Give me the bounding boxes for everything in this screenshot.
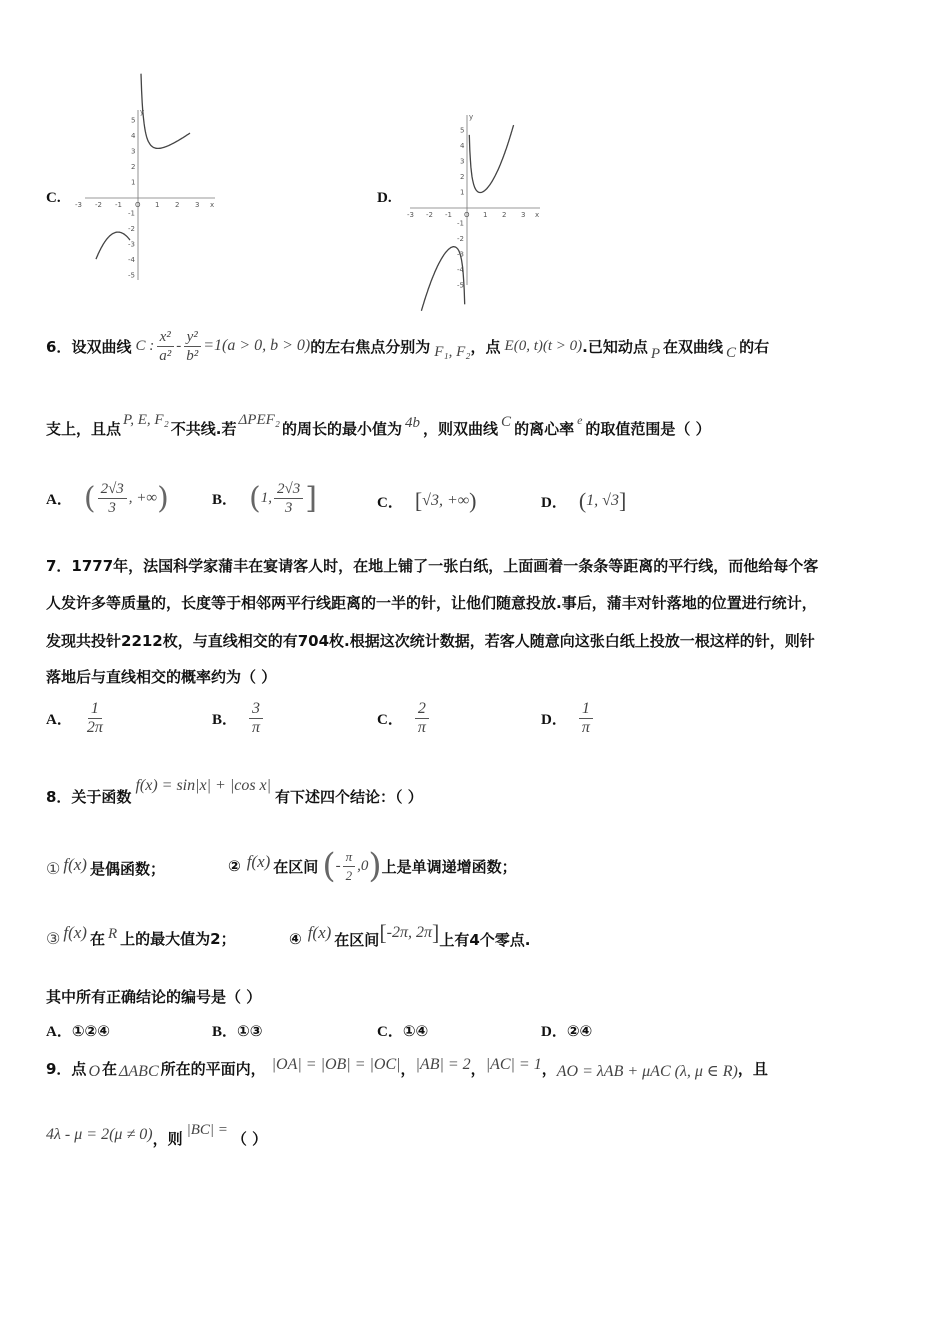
q8-s3-text-2: 上的最大值为2； (120, 930, 236, 948)
q9-comma-2: ， (470, 1060, 486, 1078)
q7-option-a-frac: $\frac{1}{2\pi}$ (86, 700, 103, 736)
q8-option-c-text: ①④ (402, 1022, 429, 1040)
q7-option-c[interactable] (377, 700, 431, 737)
q8-statement-3 (46, 922, 236, 949)
q8-statement-4: ④ f(x) 在区间 [ -2π, 2π ] 上有4个零点. (289, 920, 531, 949)
q8-s4-mark: ④ (289, 930, 302, 948)
q7-option-c-label: C． (377, 712, 403, 728)
q8-option-b[interactable] (212, 1020, 262, 1041)
q6-option-d[interactable]: D． ( 1, √3 ] (541, 488, 627, 513)
q8-s2-frac: $\frac{\pi}{2}$ (343, 848, 356, 885)
q6-option-b-label: B． (212, 491, 238, 508)
q6-option-a-label: A． (46, 491, 72, 508)
q9-triangle: ΔABC (119, 1062, 159, 1080)
q9-comma-1: ， (400, 1060, 416, 1078)
q6-option-d-label: D． (541, 494, 567, 511)
question-9 (46, 1055, 768, 1080)
q9-eq-4: AO = λAB + μAC (λ, μ ∈ R) (556, 1062, 738, 1080)
q8-s1-mark: ① (46, 860, 61, 878)
graph-d-x-axis-label: x (535, 211, 540, 219)
graph-c-y-tick: 1 (131, 178, 136, 187)
q8-s4-text-1: 在区间 (334, 930, 380, 949)
q7-option-d-label: D． (541, 712, 567, 728)
q8-s1-f: f(x) (63, 854, 87, 874)
question-8 (46, 777, 423, 806)
q8-statement-2: ② f(x) 在区间 ( - $\frac{\pi}{2}$ ,0 ) 上是单调递增函数； (228, 846, 517, 886)
graph-d-y-tick: 2 (460, 173, 465, 181)
q9-comma-3: ， (541, 1060, 557, 1078)
q7-line-2: 人发许多等质量的，长度等于相邻两平行线距离的一半的针，让他们随意投放.事后，蒲丰对针落地的位置进行统计， (46, 594, 817, 612)
q6-c: C (726, 344, 737, 361)
q6-option-c-text: √3, +∞ (422, 492, 470, 509)
q6-option-c[interactable]: C． [ √3, +∞ ) (377, 488, 477, 513)
graph-c-x-tick: 2 (175, 201, 180, 209)
graph-d-x-tick: -2 (426, 211, 433, 219)
graph-c-x-tick: -3 (75, 201, 82, 209)
q6-text-8: 不共线.若 (170, 419, 237, 438)
q6-minus: - (176, 337, 182, 354)
q6-pef: P, E, F₂ (123, 411, 169, 428)
q6-4b: 4b (405, 414, 421, 431)
q6-text-5: 在双曲线 (663, 337, 724, 356)
graph-d-y-tick: -2 (457, 235, 464, 243)
graph-d-x-tick: 1 (483, 211, 488, 219)
graph-c-y-tick: 4 (131, 132, 136, 140)
q8-s3-text-1: 在 (89, 930, 105, 948)
q6-option-a-frac: $\frac{2√3}{3}$ (98, 480, 127, 517)
graph-d-curve-right (469, 125, 513, 192)
q9-eq-3: |AC| = 1 (485, 1055, 542, 1073)
graph-c-x-tick: 3 (195, 201, 200, 209)
q8-option-c[interactable] (377, 1020, 428, 1041)
graph-c-x-tick: -2 (95, 201, 102, 209)
q8-s1-text: 是偶函数； (89, 860, 165, 878)
graph-d-y-tick: 3 (460, 157, 465, 166)
q8-option-d-label: D． (541, 1024, 567, 1040)
q6-option-b-frac: $\frac{2√3}{3}$ (274, 480, 303, 517)
q8-statement-1 (46, 854, 165, 879)
q6-option-d-text: 1, √3 (586, 492, 619, 509)
q8-func: f(x) = sin|x| + |cos x| (135, 777, 272, 794)
q6-p: P (650, 345, 661, 362)
graph-c-y-axis-label: y (140, 108, 145, 116)
q8-s2-text-1: 在区间 (273, 857, 319, 876)
q8-s3-f: f(x) (63, 922, 87, 942)
q6-eq-lhs: C : (135, 337, 155, 354)
q6-text-2: 的左右焦点分别为 (310, 337, 431, 356)
option-d-label: D. (377, 190, 392, 206)
q9-eq-2: |AB| = 2 (415, 1055, 471, 1073)
q6-text-9: 的周长的最小值为 (282, 419, 403, 438)
q9-text-5: （ ） (231, 1130, 268, 1148)
q6-option-a-tail: , +∞ (128, 489, 158, 506)
graph-d-y-tick: -5 (457, 281, 464, 290)
q6-text-3: ，点 (470, 337, 501, 356)
graph-d-x-tick: 2 (502, 211, 507, 219)
q6-option-b[interactable]: B． ( 1, $\frac{2√3}{3}$ ] (212, 480, 317, 516)
q6-frac-x: $\frac{\text{x²}}{\text{a²}}$ (156, 328, 174, 365)
q8-option-b-text: ①③ (237, 1022, 263, 1040)
q8-s2-text-2: 上是单调递增函数； (381, 857, 517, 876)
q6-text-10: ，则双曲线 (423, 419, 499, 438)
q6-frac-y: $\frac{\text{y²}}{\text{b²}}$ (183, 328, 201, 365)
q6-text-1: 设双曲线 (71, 337, 132, 356)
q8-option-a-text: ①②④ (71, 1022, 110, 1040)
question-9-line-2 (46, 1122, 268, 1149)
q7-option-a[interactable] (46, 700, 108, 737)
q9-text-2: 所在的平面内， (160, 1060, 266, 1078)
graph-d-y-tick: 4 (460, 142, 465, 150)
q9-o: O (88, 1062, 100, 1080)
q7-option-c-frac: $\frac{2}{\pi}$ (415, 700, 429, 737)
q7-option-d-frac: $\frac{1}{\pi}$ (579, 700, 593, 737)
graph-d-x-tick: -1 (445, 211, 452, 219)
q9-text-4: ，则 (152, 1130, 183, 1148)
q8-conclusion: 其中所有正确结论的编号是（ ） (46, 988, 262, 1006)
q8-option-d[interactable] (541, 1020, 592, 1041)
q8-s2-minus: - (335, 857, 341, 874)
q9-eq-5: 4λ - μ = 2(μ ≠ 0) (46, 1125, 153, 1143)
q8-option-b-label: B． (212, 1024, 238, 1040)
graph-d-x-tick: -3 (407, 211, 414, 219)
q7-line-3: 发现共投针2212枚，与直线相交的有704枚.根据这次统计数据，若客人随意向这张白纸上投放一根这样的针，则针 (46, 632, 815, 650)
q6-foci: F₁, F₂ (434, 343, 471, 360)
q8-s4-f: f(x) (307, 923, 332, 942)
q8-text-1: 有下述四个结论：（ ） (275, 788, 423, 806)
graph-c-curve-left (96, 232, 130, 259)
q8-s2-f: f(x) (246, 852, 271, 871)
q6-triangle: ΔPEF₂ (238, 411, 281, 428)
q9-number: 9．点 (46, 1060, 87, 1078)
graph-c-y-tick: -5 (128, 271, 135, 280)
q7-option-b-label: B． (212, 712, 238, 728)
q8-s2-mark: ② (228, 857, 241, 875)
graph-c (75, 105, 220, 285)
q8-s4-interval: -2π, 2π (386, 924, 432, 941)
q7-option-b[interactable] (212, 700, 265, 737)
q6-text-11: 的离心率 (514, 419, 575, 438)
graph-c-y-tick: -2 (128, 225, 135, 233)
graph-c-y-tick: -1 (128, 209, 135, 218)
graph-c-y-tick: -4 (128, 256, 135, 264)
q6-text-4: .已知动点 (582, 337, 648, 356)
graph-d-x-tick: O (464, 211, 470, 219)
q6-eq-rhs: =1(a > 0, b > 0) (203, 337, 311, 354)
q6-c2: C (501, 413, 512, 430)
graph-c-y-tick: 3 (131, 147, 136, 156)
graph-d-y-tick: -1 (457, 219, 464, 228)
q8-s3-mark: ③ (46, 930, 61, 948)
graph-c-y-tick: 2 (131, 163, 136, 171)
q7-line-4: 落地后与直线相交的概率约为（ ） (46, 668, 277, 686)
q6-option-c-label: C． (377, 494, 403, 511)
q6-text-12: 的取值范围是（ ） (585, 419, 711, 438)
q6-point-e: E(0, t)(t > 0) (504, 337, 583, 354)
q6-option-a[interactable]: A． ( $\frac{2√3}{3}$ , +∞ ) (46, 480, 169, 516)
q8-option-c-label: C． (377, 1024, 403, 1040)
q8-number: 8．关于函数 (46, 788, 132, 806)
q6-number: 6． (46, 337, 72, 356)
graph-d-x-tick: 3 (521, 211, 526, 219)
q6-option-b-head: 1, (260, 489, 272, 506)
option-c-label: C. (46, 190, 61, 206)
q7-option-a-label: A． (46, 712, 72, 728)
graph-d-y-tick: 5 (460, 126, 465, 135)
q8-option-d-text: ②④ (566, 1022, 593, 1040)
graph-c-x-tick: O (135, 201, 141, 209)
q7-line-1: 7．1777年，法国科学家蒲丰在宴请客人时，在地上铺了一张白纸，上面画着一条条等距离的平行线，而他给每个客 (46, 557, 819, 575)
q9-text-3: ，且 (737, 1060, 768, 1078)
q9-eq-1: |OA| = |OB| = |OC| (271, 1055, 401, 1073)
q6-e: e (577, 412, 583, 427)
q6-text-6: 的右 (739, 337, 770, 356)
q9-text-1: 在 (102, 1060, 118, 1078)
q6-text-7: 支上，且点 (46, 419, 122, 438)
graph-d-y-tick: -4 (457, 266, 464, 274)
graph-d-y-tick: 1 (460, 188, 465, 197)
graph-d (405, 110, 545, 290)
graph-d-y-tick: -3 (457, 250, 464, 259)
q7-option-b-frac: $\frac{3}{\pi}$ (249, 700, 263, 737)
q7-option-d[interactable] (541, 700, 595, 737)
q8-s3-r: R (107, 926, 118, 942)
graph-c-curve-right (141, 74, 190, 149)
graph-c-x-axis-label: x (210, 201, 215, 209)
graph-c-y-tick: 5 (131, 116, 136, 125)
q9-eq-6: |BC| = (186, 1122, 228, 1138)
q8-s4-text-2: 上有4个零点. (439, 930, 531, 949)
graph-c-y-tick: -3 (128, 240, 135, 249)
q8-option-a-label: A． (46, 1024, 72, 1040)
graph-c-x-tick: 1 (155, 201, 160, 209)
graph-d-y-axis-label: y (469, 113, 474, 121)
q8-option-a[interactable] (46, 1020, 110, 1041)
q8-s2-zero: ,0 (357, 857, 369, 874)
graph-c-x-tick: -1 (115, 201, 122, 209)
